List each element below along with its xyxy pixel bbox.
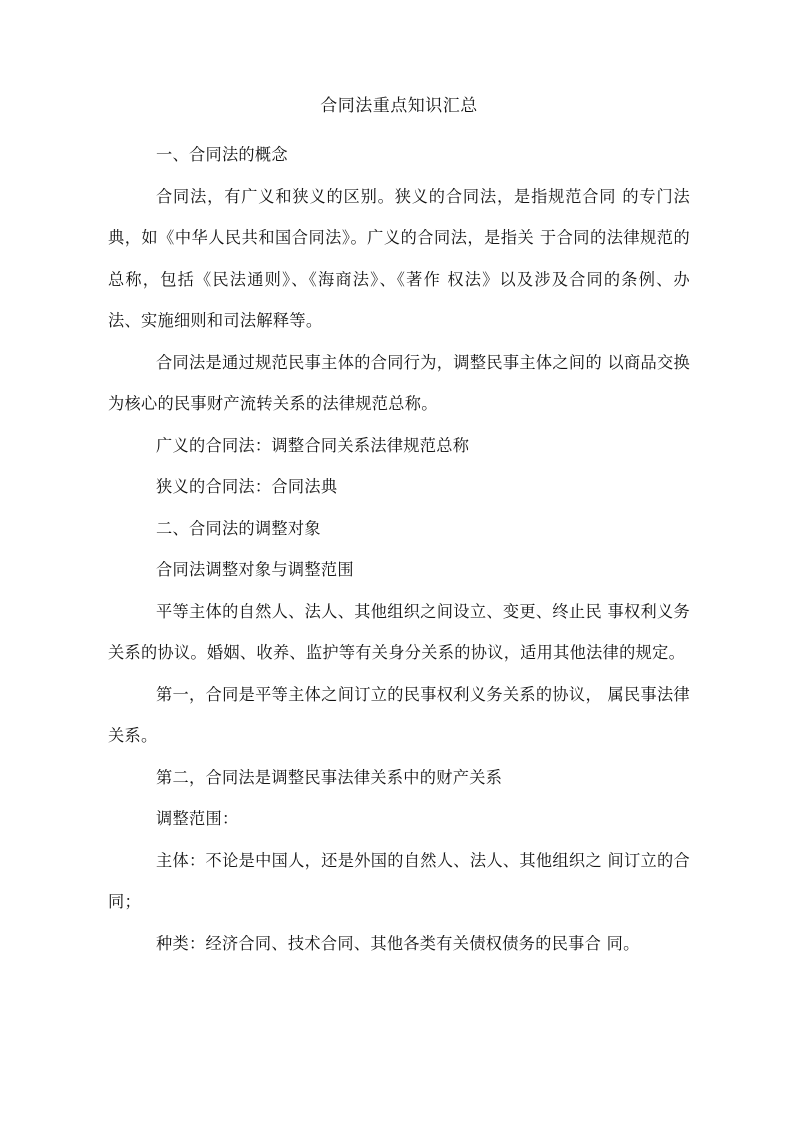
document-title: 合同法重点知识汇总 [320, 96, 478, 116]
paragraph: 种类：经济合同、技术合同、其他各类有关债权债务的民事合 同。 [156, 933, 640, 953]
paragraph: 平等主体的自然人、法人、其他组织之间设立、变更、终止民 事权利义务关系的协议。婚姻、收养、监护等有关身分关系的协议，适用其他法律的规定。 [108, 601, 690, 662]
document-page [108, 92, 690, 964]
paragraph: 第一，合同是平等主体之间订立的民事权利义务关系的协议， 属民事法律关系。 [108, 684, 690, 745]
paragraph: 狭义的合同法：合同法典 [156, 477, 338, 496]
section-heading-2: 二、合同法的调整对象 [156, 518, 321, 538]
paragraph: 广义的合同法：调整合同关系法律规范总称 [156, 435, 470, 455]
subheading: 合同法调整对象与调整范围 [156, 560, 354, 579]
paragraph: 第二，合同法是调整民事法律关系中的财产关系 [156, 767, 503, 787]
paragraph: 主体：不论是中国人，还是外国的自然人、法人、其他组织之 间订立的合同； [108, 850, 690, 911]
paragraph: 合同法，有广义和狭义的区别。狭义的合同法，是指规范合同 的专门法典，如《中华人民共和国合同法》。广义的合同法，是指关 于合同的法律规范的总称，包括《民法通则》、《海商法》、《著作 权法》以及涉及合同的条例、办法、实施细则和司法解释等。 [108, 186, 690, 330]
paragraph: 调整范围： [156, 809, 239, 828]
paragraph: 合同法是通过规范民事主体的合同行为，调整民事主体之间的 以商品交换为核心的民事财产流转关系的法律规范总称。 [108, 352, 690, 413]
section-heading-1: 一、合同法的概念 [156, 145, 288, 164]
